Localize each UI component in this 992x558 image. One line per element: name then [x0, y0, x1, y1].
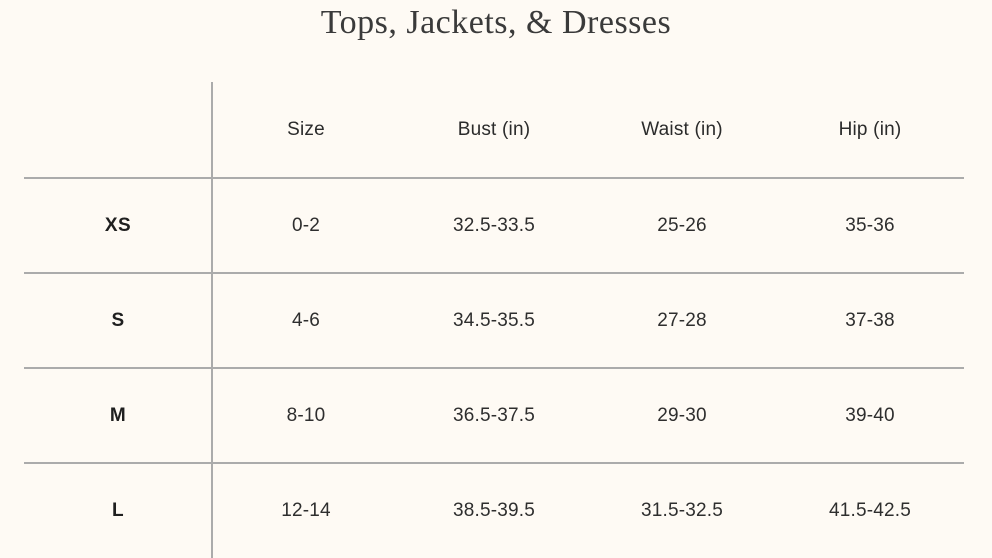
row-label-m: M [109, 404, 127, 426]
cell-s-size: 4-6 [291, 309, 321, 331]
table-vertical-divider [211, 82, 213, 558]
cell-l-bust: 38.5-39.5 [452, 499, 536, 521]
row-label-l: L [111, 499, 124, 521]
cell-xs-size: 0-2 [291, 214, 321, 236]
cell-l-size: 12-14 [281, 499, 331, 521]
cell-xs-bust: 32.5-33.5 [452, 214, 536, 236]
column-header-size: Size [287, 118, 325, 140]
row-label-xs: XS [104, 214, 132, 236]
table-corner-cell [24, 82, 212, 177]
table-row-l [24, 462, 964, 557]
cell-xs-hip: 35-36 [845, 214, 895, 236]
cell-m-size: 8-10 [286, 404, 326, 426]
table-row-xs [24, 177, 964, 272]
cell-m-waist: 29-30 [657, 404, 707, 426]
cell-s-hip: 37-38 [845, 309, 895, 331]
table-header-row [24, 82, 964, 177]
cell-m-bust: 36.5-37.5 [452, 404, 536, 426]
table-row-s [24, 272, 964, 367]
size-chart-table [24, 82, 964, 557]
column-header-waist: Waist (in) [641, 118, 723, 140]
table-row-m [24, 367, 964, 462]
row-label-s: S [111, 309, 125, 331]
cell-m-hip: 39-40 [845, 404, 895, 426]
cell-l-waist: 31.5-32.5 [640, 499, 724, 521]
column-header-hip: Hip (in) [838, 118, 902, 140]
page-title: Tops, Jackets, & Dresses [320, 4, 672, 41]
cell-s-waist: 27-28 [657, 309, 707, 331]
cell-xs-waist: 25-26 [657, 214, 707, 236]
cell-l-hip: 41.5-42.5 [828, 499, 912, 521]
column-header-bust: Bust (in) [457, 118, 531, 140]
cell-s-bust: 34.5-35.5 [452, 309, 536, 331]
